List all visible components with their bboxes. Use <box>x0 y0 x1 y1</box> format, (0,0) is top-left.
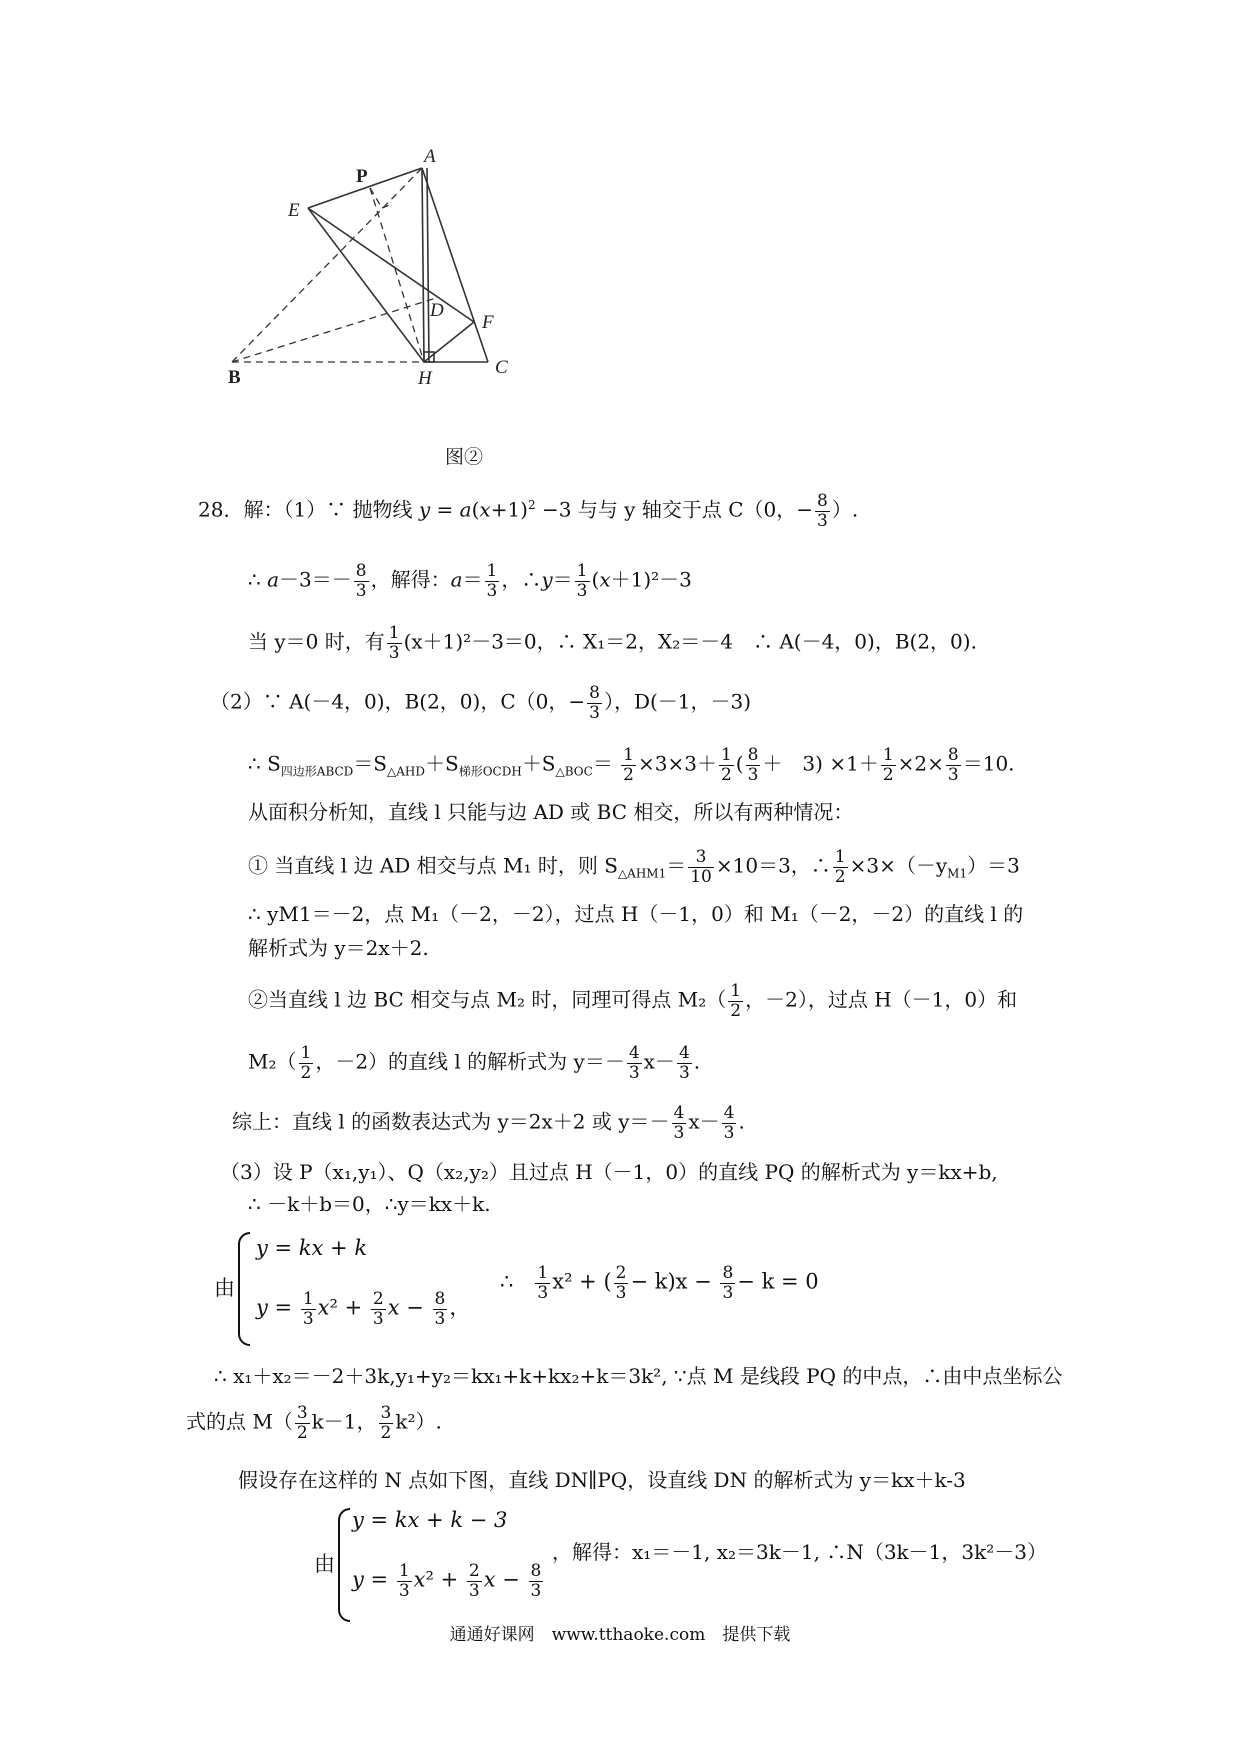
text: ×2× <box>897 751 944 776</box>
fraction: $\frac{2}{3}$ <box>468 1561 480 1601</box>
p28-line-15: ∴ x₁＋x₂＝－2＋3k,y₁+y₂＝kx₁+k+kx₂+k＝3k², ∵点 M 是线段 PQ 的中点，∴由中点坐标公 <box>214 1364 1063 1388</box>
text: ，解得： <box>370 567 451 592</box>
system-1-eq2: y = $\frac{1}{3}$ x² + $\frac{2}{3}$ x − $\frac{8}{3}$ ， <box>256 1289 471 1329</box>
text: ＝ <box>666 853 687 878</box>
text: ），D(－1，－3) <box>603 689 752 714</box>
fraction: $\frac{1}{3}$ <box>302 1289 314 1329</box>
fraction: $\frac{8}{3}$ <box>747 745 759 785</box>
text: ＝S <box>353 751 388 776</box>
fraction: $\frac{2}{3}$ <box>615 1263 627 1303</box>
text: ∴ S <box>248 751 281 776</box>
point-label-P: P <box>356 166 368 187</box>
p28-line-12: 综上：直线 l 的函数表达式为 y＝2x＋2 或 y＝－ $\frac{4}{3}$ x－ $\frac{4}{3}$ . <box>232 1103 745 1143</box>
fraction: $\frac{1}{2}$ <box>882 745 894 785</box>
fraction: $\frac{3}{10}$ <box>690 847 712 887</box>
fraction: $\frac{1}{2}$ <box>834 847 846 887</box>
p28-line-2: ∴ a－3＝－ $\frac{8}{3}$ ，解得：a＝ $\frac{1}{3}$ ，∴y＝ $\frac{1}{3}$ (x＋1)²－3 <box>248 561 692 601</box>
system-1-brace <box>238 1232 250 1346</box>
fraction: $\frac{8}{3}$ <box>722 1263 734 1303</box>
text: ∴ <box>500 1269 514 1294</box>
page-footer: 通通好课网 www.tthaoke.com 提供下载 <box>449 1625 791 1645</box>
text: 式的点 M（ <box>186 1409 293 1434</box>
p28-line-16 <box>186 1404 442 1442</box>
p28-line-6: 从面积分析知，直线 l 只能与边 AD 或 BC 相交，所以有两种情况： <box>248 800 854 824</box>
text: ∴ <box>248 567 261 592</box>
fraction: $\frac{1}{3}$ <box>486 561 498 601</box>
text: x－ <box>643 1049 675 1074</box>
text: 当 y＝0 时，有 <box>248 629 385 654</box>
p28-line-4: （2）∵ A(－4，0)，B(2，0)，C（0，− $\frac{8}{3}$ ），D(－1，－3) <box>210 683 752 723</box>
p28-line-11: M₂（ $\frac{1}{2}$ ，－2）的直线 l 的解析式为 y＝－ $\frac{4}{3}$ x－ $\frac{4}{3}$ . <box>248 1043 701 1083</box>
point-label-F: F <box>482 312 494 333</box>
fraction: $\frac{3}{2}$ <box>296 1403 308 1443</box>
text: x² + ( <box>552 1269 612 1294</box>
system-2-brace <box>338 1508 350 1622</box>
fraction: $\frac{8}{3}$ <box>355 561 367 601</box>
text: − k)x − <box>630 1269 712 1294</box>
text: y = kx + k − 3 <box>352 1508 508 1532</box>
text: − k = 0 <box>737 1269 819 1294</box>
text: ＋S <box>425 751 459 776</box>
figure-caption: 图② <box>445 446 484 468</box>
fraction: $\frac{1}{3}$ <box>388 623 400 663</box>
text: ×3×（－y <box>849 853 948 878</box>
point-label-H: H <box>418 368 432 389</box>
text: ＋ 3) ×1＋ <box>762 751 879 776</box>
fraction: $\frac{8}{3}$ <box>947 745 959 785</box>
fraction: $\frac{4}{3}$ <box>723 1103 735 1143</box>
geometry-figure <box>228 140 620 470</box>
fraction: $\frac{1}{2}$ <box>730 981 742 1021</box>
text: y = <box>352 1567 389 1592</box>
p28-line-3 <box>248 624 977 662</box>
p28-line-17: 假设存在这样的 N 点如下图，直线 DN∥PQ，设直线 DN 的解析式为 y＝kx＋k-3 <box>238 1468 966 1492</box>
p28-line-13: （3）设 P（x₁,y₁）、Q（x₂,y₂）且过点 H（－1，0）的直线 PQ 的解析式为 y＝kx+b, <box>220 1160 998 1184</box>
text: ②当直线 l 边 BC 相交与点 M₂ 时，同理可得点 M₂（ <box>248 987 727 1012</box>
text: 与与 y 轴交于点 C（0， <box>577 497 797 522</box>
p28-line-1: 28．解：（1）∵ 抛物线 $y = a(x+1)^2 -3$ 与与 y 轴交于点 C（0，− $\frac{8}{3}$ ）. <box>198 491 859 531</box>
p28-line-8: ∴ yM1＝－2，点 M₁（－2，－2），过点 H（－1，0）和 M₁（－2，－2）的直线 l 的 <box>248 902 1024 926</box>
text: k－1， <box>311 1409 377 1434</box>
p28-line-14: ∴ －k＋b＝0，∴y＝kx＋k. <box>248 1192 491 1216</box>
fraction: $\frac{1}{3}$ <box>398 1561 410 1601</box>
fraction: $\frac{4}{3}$ <box>628 1043 640 1083</box>
text: x－ <box>688 1109 720 1134</box>
text: ，－2）的直线 l 的解析式为 y＝－ <box>315 1049 625 1074</box>
point-label-B: B <box>228 367 241 388</box>
p28-line-9: 解析式为 y＝2x＋2. <box>248 936 429 960</box>
system-2-solution: ，解得：x₁＝－1, x₂＝3k－1, ∴N（3k－1，3k²－3） <box>552 1540 1047 1564</box>
p28-line-7: ① 当直线 l 边 AD 相交与点 M₁ 时，则 $S_{\triangle AHM1}=$ $\frac{3}{10}$ ×10＝3，∴ $\frac{1}{2}$ $\times 3\times(-y_{M1})=3$ <box>248 847 1020 887</box>
fraction: $\frac{1}{2}$ <box>623 745 634 785</box>
p28-line-10 <box>248 982 1017 1020</box>
text: ＋S <box>521 751 556 776</box>
text: (x＋1)²－3＝0，∴ X₁＝2，X₂＝－4 ∴ A(－4，0)，B(2，0). <box>403 629 977 654</box>
text: 综上：直线 l 的函数表达式为 y＝2x＋2 或 y＝－ <box>232 1109 670 1134</box>
fraction: $\frac{4}{3}$ <box>673 1103 685 1143</box>
p28-line-5: ∴ $S_{四边形ABCD}=S_{\triangle AHD}+S_{梯形OCDH}+S_{\triangle BOC}=$ $\frac{1}{2}$ ×3×3＋ $\frac{1}{2}$ ( $\frac{8}{3}$ ＋ 3) ×1＋ $\frac{1}{2}$ ×2× $\frac{8}{3}$ ＝10. <box>248 745 1015 785</box>
text: ，－2），过点 H（－1，0）和 <box>745 987 1018 1012</box>
fraction: $\frac{1}{3}$ <box>576 561 588 601</box>
system-1-eq1 <box>256 1236 367 1260</box>
text: ① 当直线 l 边 AD 相交与点 M₁ 时，则 S <box>248 853 618 878</box>
fraction: $\frac{3}{2}$ <box>380 1403 392 1443</box>
text: ×3×3＋ <box>638 751 717 776</box>
system-2-prefix: 由 <box>314 1552 335 1576</box>
fraction: $\frac{4}{3}$ <box>678 1043 690 1083</box>
text: y = kx + k <box>256 1236 368 1260</box>
text: k²）. <box>395 1409 442 1434</box>
fraction: $\frac{8}{3}$ <box>434 1289 446 1329</box>
text: M₂（ <box>248 1049 297 1074</box>
text: ）＝3 <box>967 853 1020 878</box>
point-label-A: A <box>424 146 436 167</box>
text: y = <box>256 1295 293 1320</box>
point-label-C: C <box>495 357 508 378</box>
fraction: $\frac{8}{3}$ <box>817 491 828 531</box>
text: （2）∵ A(－4，0)，B(2，0)，C（0， <box>210 689 569 714</box>
system-1-prefix: 由 <box>214 1276 235 1300</box>
text: ＝10. <box>962 751 1015 776</box>
system-2-eq1 <box>352 1508 507 1532</box>
text: ＝ <box>592 751 613 776</box>
system-1-result <box>500 1264 819 1302</box>
fraction: $\frac{8}{3}$ <box>589 683 600 723</box>
fraction: $\frac{2}{3}$ <box>372 1289 384 1329</box>
fraction: $\frac{1}{2}$ <box>720 745 732 785</box>
fraction: $\frac{1}{2}$ <box>300 1043 312 1083</box>
text: ）. <box>831 497 859 522</box>
point-label-D: D <box>430 300 444 321</box>
text: ×10＝3，∴ <box>715 853 831 878</box>
fraction: $\frac{8}{3}$ <box>530 1561 542 1601</box>
fraction: $\frac{1}{3}$ <box>537 1263 549 1303</box>
system-2-eq2: y = $\frac{1}{3}$ x² + $\frac{2}{3}$ x − $\frac{8}{3}$ <box>352 1561 542 1601</box>
point-label-E: E <box>288 200 300 221</box>
text: 28．解：（1）∵ 抛物线 <box>198 497 413 522</box>
